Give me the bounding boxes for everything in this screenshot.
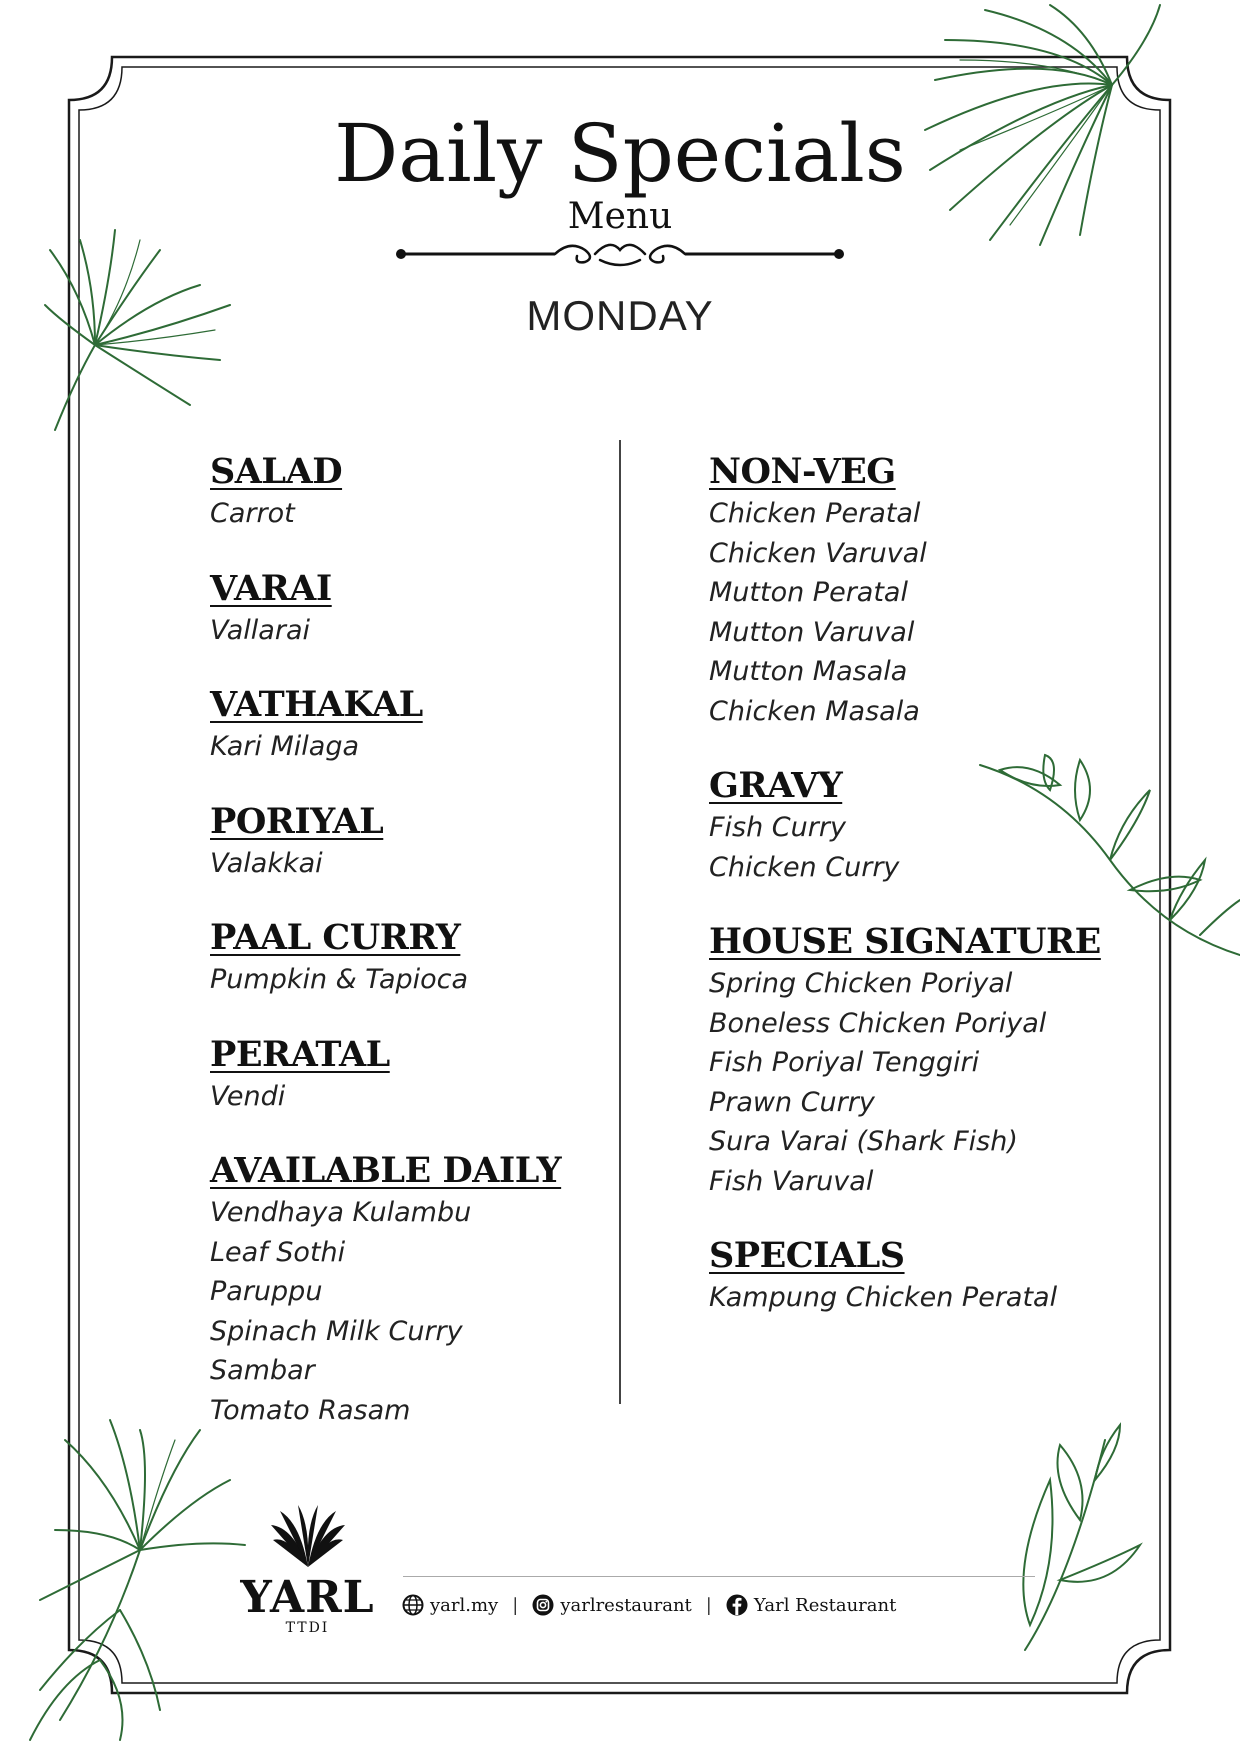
menu-section <box>709 764 1139 887</box>
footer-divider <box>403 1576 1035 1577</box>
dish-item: Fish Curry <box>709 812 846 843</box>
dish-item: Kampung Chicken Peratal <box>709 1282 1058 1313</box>
section-title: SALAD <box>210 451 343 492</box>
globe-icon <box>402 1594 424 1616</box>
dish-item: Leaf Sothi <box>210 1236 346 1268</box>
palm-leaf-logo-icon <box>268 1505 348 1575</box>
dish-item: Spinach Milk Curry <box>210 1315 463 1347</box>
page-subtitle: Menu <box>567 196 673 237</box>
section-title: VATHAKAL <box>210 684 423 725</box>
menu-section <box>210 1149 610 1430</box>
page-title: Daily Specials <box>334 107 906 200</box>
menu-section <box>210 1033 610 1117</box>
separator: | <box>705 1594 712 1616</box>
section-title: AVAILABLE DAILY <box>210 1150 562 1191</box>
dish-item: Kari Milaga <box>210 731 360 762</box>
dish-list <box>210 960 610 1000</box>
menu-section <box>709 1234 1139 1318</box>
dish-list <box>210 844 610 884</box>
dish-item: Prawn Curry <box>709 1086 875 1118</box>
menu-section <box>210 916 610 1000</box>
column-divider <box>619 440 621 1404</box>
dish-list <box>210 494 610 534</box>
dish-item: Mutton Varuval <box>709 616 915 648</box>
social-links <box>402 1590 896 1620</box>
section-title: HOUSE SIGNATURE <box>709 921 1101 962</box>
dish-item: Carrot <box>210 498 295 529</box>
instagram-link[interactable] <box>532 1594 691 1616</box>
facebook-link[interactable] <box>726 1594 896 1616</box>
dish-item: Chicken Masala <box>709 695 920 727</box>
separator: | <box>512 1594 519 1616</box>
instagram-icon <box>532 1594 554 1616</box>
dish-item: Mutton Peratal <box>709 577 908 608</box>
menu-section <box>210 800 610 884</box>
website-text: yarl.my <box>430 1594 499 1616</box>
dish-item: Valakkai <box>210 847 323 879</box>
section-title: PAAL CURRY <box>210 917 461 958</box>
dish-list <box>709 808 1139 887</box>
menu-section <box>210 683 610 767</box>
facebook-icon <box>726 1594 748 1616</box>
section-title: PORIYAL <box>210 800 384 842</box>
menu-section <box>210 567 610 651</box>
dish-item: Spring Chicken Poriyal <box>709 968 1013 999</box>
menu-section <box>210 450 610 534</box>
dish-list <box>709 964 1139 1201</box>
dish-item: Chicken Varuval <box>709 537 927 569</box>
website-link[interactable] <box>402 1594 498 1616</box>
menu-column-left <box>210 450 610 1463</box>
dish-item: Mutton Masala <box>709 656 908 687</box>
instagram-text: yarlrestaurant <box>560 1594 692 1616</box>
menu-section <box>709 450 1139 731</box>
logo-name: YARL <box>240 1572 375 1623</box>
logo-subtitle: TTDI <box>285 1620 330 1636</box>
section-title: GRAVY <box>709 765 843 806</box>
restaurant-logo <box>230 1505 385 1637</box>
dish-item: Fish Varuval <box>709 1165 874 1197</box>
menu-section <box>709 920 1139 1201</box>
dish-list <box>210 727 610 767</box>
dish-item: Vendi <box>210 1080 286 1112</box>
dish-item: Vendhaya Kulambu <box>210 1197 472 1228</box>
section-title: SPECIALS <box>709 1235 905 1276</box>
dish-list <box>210 1193 610 1430</box>
dish-item: Paruppu <box>210 1276 323 1307</box>
section-title: PERATAL <box>210 1033 390 1075</box>
section-title: NON-VEG <box>709 451 896 492</box>
dish-item: Chicken Curry <box>709 851 900 883</box>
menu-column-right <box>709 450 1139 1351</box>
dish-item: Boneless Chicken Poriyal <box>709 1007 1047 1039</box>
dish-list <box>210 611 610 651</box>
dish-item: Vallarai <box>210 614 310 646</box>
day-label: MONDAY <box>526 292 714 339</box>
section-title: VARAI <box>210 567 332 609</box>
dish-item: Fish Poriyal Tenggiri <box>709 1047 980 1078</box>
dish-list <box>709 1278 1139 1318</box>
dish-item: Sambar <box>210 1355 315 1386</box>
dish-item: Pumpkin & Tapioca <box>210 964 469 995</box>
facebook-text: Yarl Restaurant <box>753 1594 897 1616</box>
dish-list <box>210 1077 610 1117</box>
dish-list <box>709 494 1139 731</box>
dish-item: Tomato Rasam <box>210 1394 411 1426</box>
title-ornament <box>395 236 845 272</box>
dish-item: Chicken Peratal <box>709 498 921 529</box>
dish-item: Sura Varai (Shark Fish) <box>709 1126 1018 1157</box>
